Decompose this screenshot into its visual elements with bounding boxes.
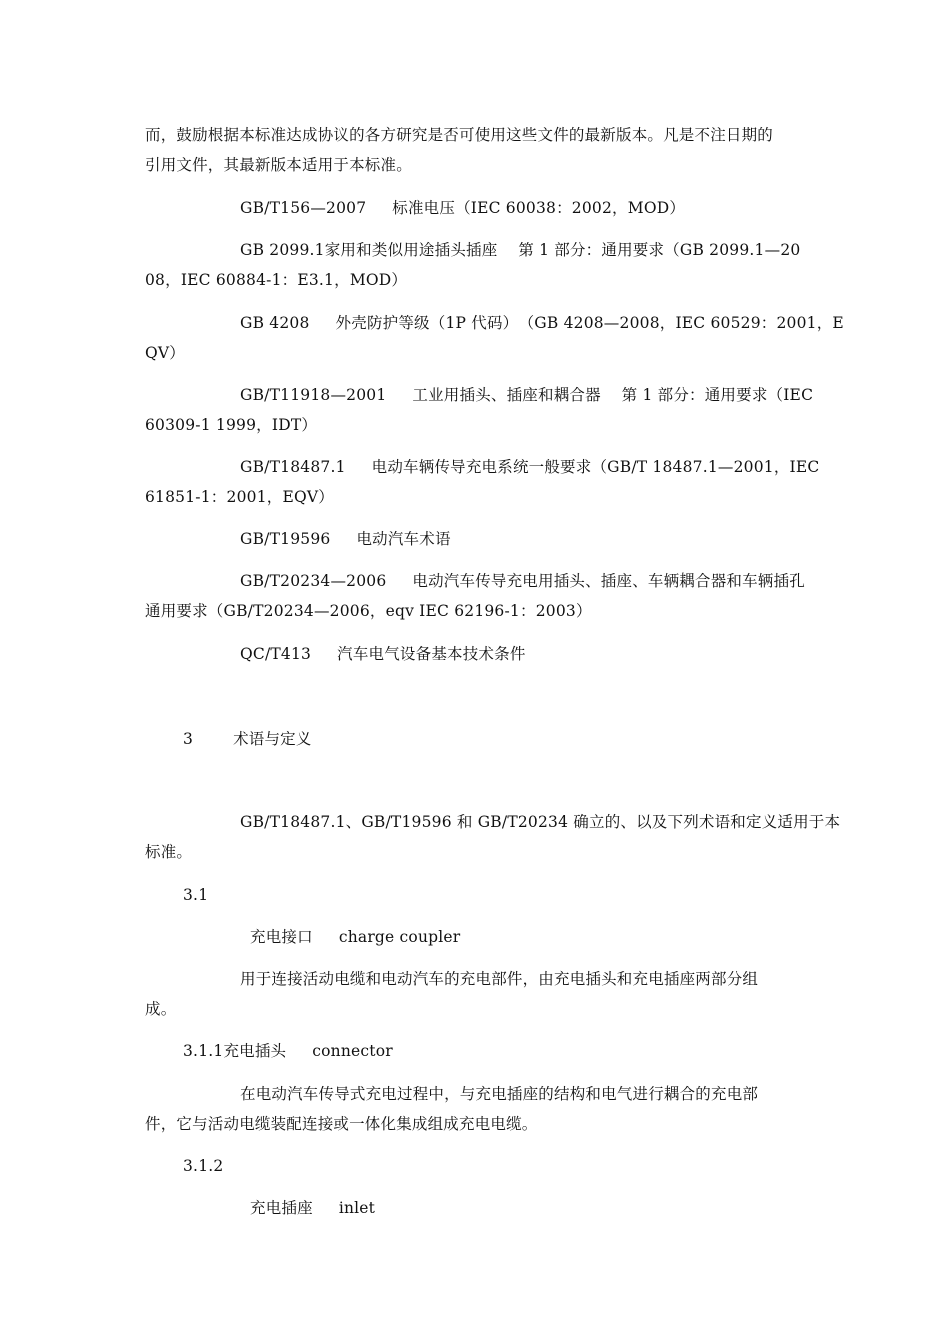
term-definition: 成。 — [145, 1000, 177, 1018]
term-number: 3.1.1 — [183, 1042, 224, 1060]
reference-title: 外壳防护等级（1P 代码） （GB 4208—2008，IEC 60529：2001，E — [335, 314, 844, 332]
section-number: 3 — [183, 730, 194, 748]
reference-item — [240, 239, 800, 261]
paragraph-line: 引用文件，其最新版本适用于本标准。 — [145, 156, 412, 174]
section-title: 术语与定义 — [233, 730, 312, 748]
reference-item — [240, 643, 526, 665]
reference-item — [240, 384, 813, 406]
term-name-en: charge coupler — [338, 928, 461, 946]
paragraph-line: 标准。 — [145, 843, 193, 861]
term-heading — [250, 926, 460, 948]
reference-code: GB/T11918—2001 — [240, 386, 387, 404]
reference-title: 家用和类似用途插头插座 第 1 部分：通用要求（GB 2099.1—20 — [324, 241, 801, 259]
reference-continuation: 61851-1：2001，EQV） — [145, 488, 334, 506]
term-heading — [250, 1197, 375, 1219]
term-name-cn: 充电插头 — [223, 1042, 287, 1060]
reference-title: 电动汽车术语 — [356, 530, 451, 548]
reference-code: GB/T18487.1 — [240, 458, 346, 476]
reference-code: GB 4208 — [240, 314, 310, 332]
reference-continuation: 08，IEC 60884-1：E3.1，MOD） — [145, 271, 408, 289]
term-name-en: connector — [312, 1042, 393, 1060]
term-heading — [183, 1040, 393, 1062]
reference-item — [240, 456, 819, 478]
reference-title: 电动汽车传导充电用插头、插座、车辆耦合器和车辆插孔 — [412, 572, 805, 590]
reference-code: GB 2099.1 — [240, 241, 325, 259]
term-number: 3.1 — [183, 886, 209, 904]
reference-title: 电动车辆传导充电系统一般要求（GB/T 18487.1—2001，IEC — [371, 458, 820, 476]
reference-item — [240, 312, 844, 334]
reference-title: 汽车电气设备基本技术条件 — [337, 645, 526, 663]
reference-title: 标准电压（IEC 60038：2002，MOD） — [392, 199, 686, 217]
term-name-cn: 充电插座 — [250, 1199, 313, 1217]
reference-item — [240, 197, 685, 219]
term-definition: 件，它与活动电缆装配连接或一体化集成组成充电电缆。 — [145, 1115, 538, 1133]
term-name-cn: 充电接口 — [250, 928, 313, 946]
reference-item — [240, 528, 451, 550]
reference-continuation: QV） — [145, 344, 186, 362]
paragraph-line: GB/T18487.1、GB/T19596 和 GB/T20234 确立的、以及下列术语和定义适用于本 — [240, 813, 841, 831]
section-heading — [183, 728, 312, 750]
reference-continuation: 通用要求（GB/T20234—2006，eqv IEC 62196-1：2003） — [145, 602, 592, 620]
term-number: 3.1.2 — [183, 1157, 224, 1175]
term-name-en: inlet — [338, 1199, 376, 1217]
paragraph-line: 而，鼓励根据本标准达成协议的各方研究是否可使用这些文件的最新版本。凡是不注日期的 — [145, 126, 774, 144]
reference-title: 工业用插头、插座和耦合器 第 1 部分：通用要求（IEC — [412, 386, 814, 404]
reference-code: QC/T413 — [240, 645, 312, 663]
reference-code: GB/T20234—2006 — [240, 572, 387, 590]
reference-code: GB/T19596 — [240, 530, 331, 548]
term-definition: 用于连接活动电缆和电动汽车的充电部件，由充电插头和充电插座两部分组 — [240, 970, 759, 988]
reference-item — [240, 570, 805, 592]
term-definition: 在电动汽车传导式充电过程中，与充电插座的结构和电气进行耦合的充电部 — [240, 1085, 759, 1103]
reference-continuation: 60309-1 1999，IDT） — [145, 416, 318, 434]
reference-code: GB/T156—2007 — [240, 199, 367, 217]
